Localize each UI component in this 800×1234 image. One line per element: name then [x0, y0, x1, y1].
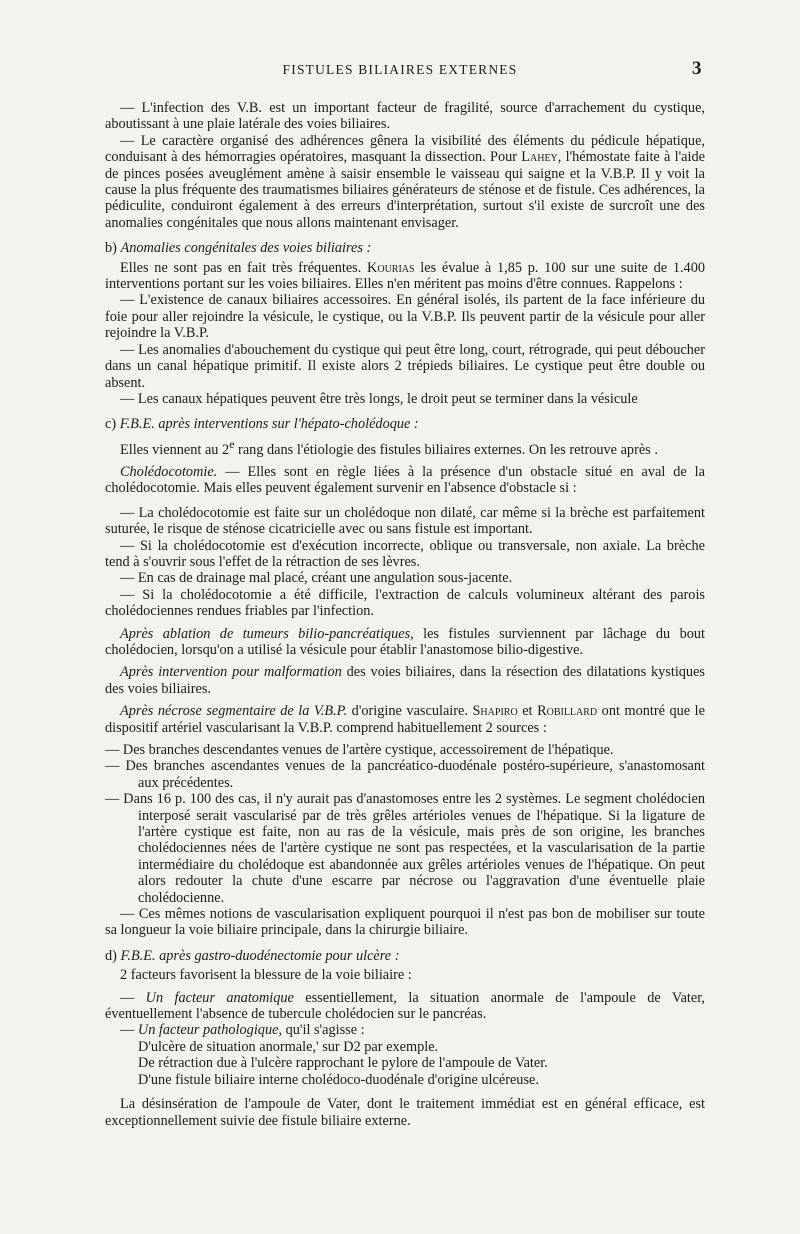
- paragraph: Après intervention pour malformation des voies biliaires, dans la résection des dilatations kystiques des voies biliaires.: [105, 664, 705, 697]
- paragraph: Cholédocotomie. — Elles sont en règle liées à la présence d'un obstacle situé en aval de la cholédocotomie. Mais elles peuvent également survenir en l'absence d'obstacle si :: [105, 463, 705, 497]
- author-name: Kourias: [367, 259, 415, 276]
- paragraph: — Des branches ascendantes venues de la pancréatico-duodénale postéro-supérieure, s'anastomosant aux précédentes.: [105, 758, 705, 791]
- paragraph: — En cas de drainage mal placé, créant une angulation sous-jacente.: [120, 570, 513, 587]
- paragraph: — Les anomalies d'abouchement du cystique qui peut être long, court, rétrograde, qui peut déboucher dans un canal hépatique primitif. Il existe alors 2 trépieds biliaires. Le cystique peut être double ou absent.: [105, 341, 705, 391]
- paragraph: Après ablation de tumeurs bilio-pancréatiques, les fistules surviennent par lâchage du bout cholédocien, lorsqu'on a utilisé la vésicule pour établir l'anastomose bilio-digestive.: [105, 625, 705, 658]
- running-title: FISTULES BILIAIRES EXTERNES: [282, 62, 518, 77]
- paragraph: — Le caractère organisé des adhérences gênera la visibilité des éléments du pédicule hépatique, conduisant à des hémorragies opératoires, masquant la dissection. Pour Lahey, l'hémostate faite à l'aide de pinces posées aveuglément amène à saisir ensemble le vaisseau qui saigne et la V.B.P. Il y voit la cause la plus fréquente des traumatismes biliaires générateurs de sténose et de fistule. Ces adhérences, la pédiculite, conduiront également à des erreurs d'interprétation, surtout s'il existe de surcroît une des anomalies congénitales que nous allons maintenant envisager.: [105, 132, 705, 231]
- paragraph: — Si la cholédocotomie a été difficile, l'extraction de calculs volumineux altérant des parois cholédociennes rendues friables par l'infection.: [105, 586, 705, 620]
- paragraph: — L'existence de canaux biliaires accessoires. En général isolés, ils partent de la face inférieure du foie pour aller rejoindre la vésicule, le cystique, ou la V.B.P. Ils peuvent partir de la vésicule pour aller rejoindre la V.B.P.: [105, 292, 705, 342]
- paragraph: Après nécrose segmentaire de la V.B.P. d'origine vasculaire. Shapiro et Robillard ont montré que le dispositif artériel vascularisant la V.B.P. comprend habituellement 2 sources :: [105, 703, 706, 736]
- paragraph: La désinsération de l'ampoule de Vater, dont le traitement immédiat est en général efficace, est exceptionnellement suivie dee fistule biliaire externe.: [105, 1096, 705, 1129]
- author-name: Lahey,: [521, 149, 562, 166]
- author-name: Shapiro: [472, 703, 518, 720]
- paragraph: — Si la cholédocotomie est d'exécution incorrecte, oblique ou transversale, non axiale. La brèche tend à s'ouvrir sous l'effet de la rétraction de ses lèvres.: [105, 537, 705, 570]
- page-number: 3: [692, 58, 702, 79]
- author-name: Robillard: [537, 703, 598, 720]
- paragraph: — Un facteur pathologique, qu'il s'agisse :: [120, 1022, 365, 1039]
- section-heading-c: c) F.B.E. après interventions sur l'hépato-cholédoque :: [105, 416, 419, 433]
- paragraph: — L'infection des V.B. est un important facteur de fragilité, source d'arrachement du cystique, aboutissant à une plaie latérale des voies biliaires.: [105, 100, 705, 133]
- paragraph: — Les canaux hépatiques peuvent être très longs, le droit peut se terminer dans la vésicule: [120, 390, 638, 407]
- body-text: [105, 100, 705, 1129]
- paragraph: — La cholédocotomie est faite sur un cholédoque non dilaté, car même si la brèche est parfaitement suturée, le risque de sténose cicatricielle avec ou sans fistule est important.: [105, 504, 705, 538]
- paragraph: 2 facteurs favorisent la blessure de la voie biliaire :: [120, 967, 412, 984]
- paragraph: — Dans 16 p. 100 des cas, il n'y aurait pas d'anastomoses entre les 2 systèmes. Le segment cholédocien interposé serait vascularisé par de très grêles artérioles venues de l'hépatique. Si la ligature de l'artère cystique est faite, non au ras de la vésicule, mais près de son origine, les branches cholédociennes nées de l'artère cystique ne sont pas respectées, et la vascularisation de la partie intermédiaire du cholédoque est abandonnée aux grêles artérioles venues de l'hépatique. On peut alors redouter la chute d'une escarre par nécrose ou l'aggravation d'une éventuelle plaie cholédocienne.: [105, 791, 705, 906]
- section-heading-d: d) F.B.E. après gastro-duodénectomie pour ulcère :: [105, 947, 400, 964]
- paragraph: — Un facteur anatomique essentiellement, la situation anormale de l'ampoule de Vater, éventuellement l'absence de tubercule cholédocien sur le pancréas.: [105, 989, 705, 1023]
- section-heading-b: b) Anomalies congénitales des voies biliaires :: [105, 240, 372, 257]
- paragraph: — Ces mêmes notions de vascularisation expliquent pourquoi il n'est pas bon de mobiliser sur toute sa longueur la voie biliaire principale, dans la chirurgie biliaire.: [105, 906, 705, 939]
- paragraph: Elles viennent au 2e rang dans l'étiologie des fistules biliaires externes. On les retrouve après .: [120, 436, 658, 458]
- paragraph: D'ulcère de situation anormale,' sur D2 par exemple.: [138, 1038, 439, 1055]
- paragraph: D'une fistule biliaire interne cholédoco-duodénale d'origine ulcéreuse.: [138, 1071, 539, 1088]
- paragraph: De rétraction due à l'ulcère rapprochant le pylore de l'ampoule de Vater.: [138, 1055, 548, 1072]
- paragraph: — Des branches descendantes venues de l'artère cystique, accessoirement de l'hépatique.: [105, 741, 614, 758]
- paragraph: Elles ne sont pas en fait très fréquentes. Kourias les évalue à 1,85 p. 100 sur une suite de 1.400 interventions portant sur les voies biliaires. Elles n'en méritent pas moins d'être connues. Rappelons :: [105, 259, 705, 293]
